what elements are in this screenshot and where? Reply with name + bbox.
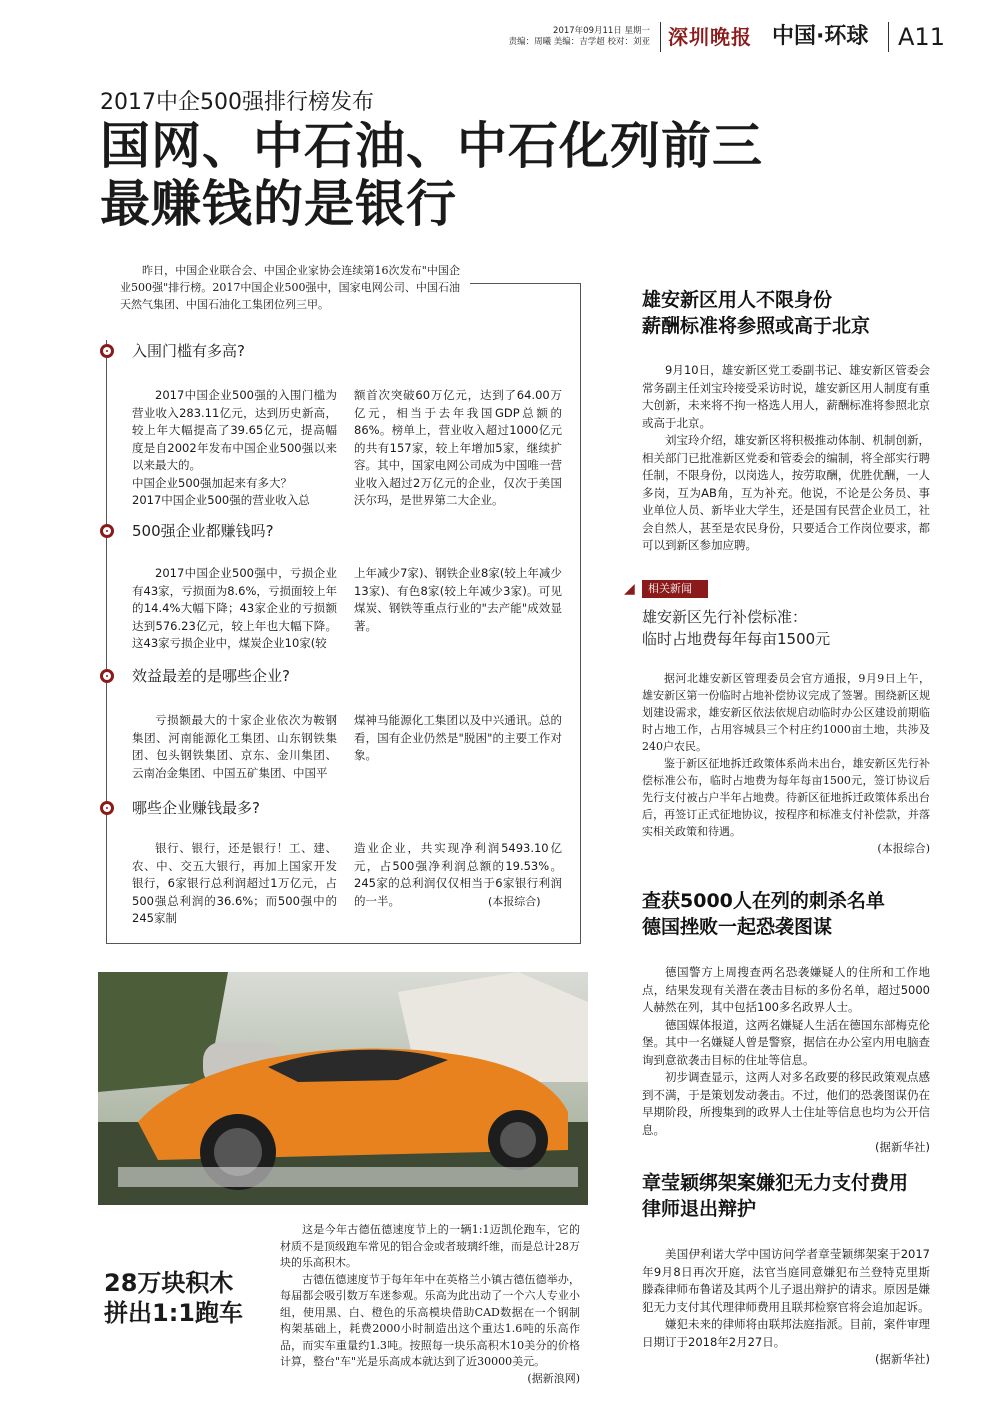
paragraph: 嫌犯未来的律师将由联邦法庭指派。目前，案件审理日期订于2018年2月27日。 (642, 1317, 930, 1349)
date-line: 2017年09月11日 星期一 (553, 26, 650, 36)
section-bullet-icon (100, 524, 114, 538)
paragraph: 初步调查显示，这两人对多名政要的移民政策观点感到不满，于是策划发动袭击。不过，他们的恐袭图谋仍在早期阶段，所搜集到的政界人士住址等信息也均为公开信息。 (642, 1070, 930, 1137)
germany-title-line-2: 德国挫败一起恐袭图谋 (642, 916, 833, 938)
section-col-2: 煤神马能源化工集团以及中兴通讯。总的看，国有企业仍然是"脱困"的主要工作对象。 (354, 713, 562, 762)
related-news-tag: 相关新闻 (642, 580, 708, 598)
lego-story-body (280, 1222, 580, 1387)
paragraph: 据河北雄安新区管理委员会官方通报，9月9日上午，雄安新区第一份临时占地补偿协议完成了签署。围绕新区规划建设需求，雄安新区依法依规启动临时办公区建设前期临时占地工作，占用容城县三个村庄约1000亩土地，共涉及240户农民。 (642, 672, 930, 753)
related-title-line-1: 雄安新区先行补偿标准： (642, 608, 808, 626)
related-body (642, 670, 930, 857)
paragraph: 鉴于新区征地拆迁政策体系尚未出台，雄安新区先行补偿标准公布，临时占地费为每年每亩1500元，签订协议后先行支付被占户半年占地费。待新区征地拆迁政策体系出台后，再签订正式征地协议，按程序和标准支付补偿款，并落实相关政策和待遇。 (642, 757, 930, 838)
section-heading: 入围门槛有多高? (132, 342, 245, 360)
source-note: (据新浪网) (527, 1371, 580, 1385)
zhang-title (642, 1170, 908, 1222)
source-note: (本报综合) (488, 895, 541, 908)
frame-left (106, 340, 107, 943)
source-note: (据新华社) (875, 1352, 930, 1366)
section-col-1: 2017中国企业500强中，亏损企业有43家，亏损面为8.6%，亏损面较上年的14.4%大幅下降；43家企业的亏损额达到576.23亿元，较上年也大幅下降。这43家亏损企业中，煤炭企业10家(较 (132, 566, 337, 650)
arrow-down-right-icon: ◢ (624, 581, 635, 597)
zhang-body (642, 1246, 930, 1369)
lego-car-illustration (98, 972, 588, 1205)
frame-top (470, 283, 580, 284)
source-note: (据新华社) (875, 1140, 930, 1154)
section-col-2: 上年减少7家)、钢铁企业8家(较上年减少13家)、有色8家(较上年减少3家)。可见煤炭、钢铁等重点行业的"去产能"成效显著。 (354, 566, 562, 633)
germany-title (642, 888, 885, 940)
masthead-divider (888, 22, 889, 52)
germany-body (642, 964, 930, 1157)
section-heading: 500强企业都赚钱吗? (132, 522, 274, 540)
lead-paragraph: 昨日，中国企业联合会、中国企业家协会连续第16次发布"中国企业500强"排行榜。2017中国企业500强中，国家电网公司、中国石油天然气集团、中国石油化工集团位列三甲。 (120, 264, 460, 311)
xiongan-title (642, 287, 870, 339)
page-number: A11 (898, 23, 945, 51)
lego-story-title (104, 1268, 243, 1328)
xiongan-body (642, 362, 930, 555)
section-col-2: 额首次突破60万亿元，达到了64.00万亿元，相当于去年我国GDP总额的86%。榜单上，营业收入超过1000亿元的共有157家，较上年增加5家，继续扩容。其中，国家电网公司成为中国唯一营业收入超过2万亿元的企业，仅次于美国沃尔玛，是世界第二大企业。 (354, 388, 562, 507)
section-bullet-icon (100, 669, 114, 683)
paragraph: 古德伍德速度节于每年年中在英格兰小镇古德伍德举办，每届都会吸引数万车迷参观。乐高为此出动了一个六人专业小组，使用黑、白、橙色的乐高模块借助CAD数据在一个钢制构架基础上，耗费2000小时制造出这个重达1.6吨的乐高作品，而实车重量约1.3吨。按照每一块乐高积木10美分的价格计算，整台"车"光是乐高成本就达到了近30000美元。 (280, 1272, 580, 1368)
masthead-date (500, 26, 650, 48)
headline-line-1: 国网、中石油、中石化列前三 (100, 117, 763, 175)
section-bullet-icon (100, 344, 114, 358)
zhang-title-line-1: 章莹颖绑架案嫌犯无力支付费用 (642, 1172, 909, 1194)
related-title-line-2: 临时占地费每年每亩1500元 (642, 630, 831, 648)
paragraph: 德国媒体报道，这两名嫌疑人生活在德国东部梅克伦堡。其中一名嫌疑人曾是警察，据信在办公室内用电脑查询到意欲袭击目标的住址等信息。 (642, 1017, 930, 1067)
headline-line-2: 最赚钱的是银行 (100, 175, 457, 233)
paragraph: 这是今年古德伍德速度节上的一辆1:1迈凯伦跑车，它的材质不是顶级跑车常见的铝合金或者玻璃纤维，而是总计28万块的乐高积木。 (280, 1223, 580, 1269)
zhang-title-line-2: 律师退出辩护 (642, 1198, 757, 1220)
section-heading: 效益最差的是哪些企业? (132, 667, 290, 685)
frame-right (580, 283, 581, 943)
xiongan-title-line-2: 薪酬标准将参照或高于北京 (642, 315, 871, 337)
paragraph: 德国警方上周搜查两名恐袭嫌疑人的住所和工作地点，结果发现有关潜在袭击目标的多份名单，超过5000人赫然在列，其中包括100多名政界人士。 (642, 965, 930, 1014)
section-col-2: 造业企业，共实现净利润5493.10亿元，占500强净利润总额的19.53%。245家的总利润仅仅相当于6家银行利润的一半。 (354, 841, 562, 908)
editor-line: 责编：周曦 美编：吉学超 校对：刘亚 (508, 37, 650, 47)
section-name: 中国·环球 (772, 24, 869, 49)
frame-bottom (106, 943, 581, 944)
masthead-divider (660, 22, 661, 52)
germany-title-line-1: 查获5000人在列的刺杀名单 (642, 890, 885, 912)
section-heading: 哪些企业赚钱最多? (132, 799, 260, 817)
lego-car-photo (98, 972, 588, 1205)
section-col-1: 2017中国企业500强的入围门槛为营业收入283.11亿元，达到历史新高，较上年大幅提高了39.65亿元，提高幅度是自2002年发布中国企业500强以来以来最大的。 中国企业500强加起来有多大？ 2017中国企业500强的营业收入总 (132, 388, 337, 507)
related-title (642, 606, 830, 650)
section-col-1: 亏损额最大的十家企业依次为鞍钢集团、河南能源化工集团、山东钢铁集团、包头钢铁集团、京东、金川集团、云南冶金集团、中国五矿集团、中国平 (132, 713, 337, 780)
lego-title-line-2: 拼出1:1跑车 (104, 1299, 243, 1327)
paragraph: 美国伊利诺大学中国访问学者章莹颖绑架案于2017年9月8日再次开庭，法官当庭同意嫌犯布兰登特克里斯滕森律师布鲁诺及其两个儿子退出辩护的请求。原因是嫌犯无力支付其代理律师费用且联邦检察官将会追加起诉。 (642, 1247, 930, 1314)
xiongan-title-line-1: 雄安新区用人不限身份 (642, 289, 833, 311)
paragraph: 9月10日，雄安新区党工委副书记、雄安新区管委会常务副主任刘宝玲接受采访时说，雄安新区用人制度有重大创新，未来将不拘一格选人用人，薪酬标准将参照北京或高于北京。 (642, 363, 930, 430)
paragraph: 刘宝玲介绍，雄安新区将积极推动体制、机制创新，相关部门已批准新区党委和管委会的编制，将全部实行聘任制，不限身份，以岗选人，按劳取酬，优胜优酬，一人多岗，互为AB角，互为补充。他说，不论是公务员、事业单位人员、新毕业大学生，还是国有民营企业员工，社会自然人，甚至是农民身份，只要适合工作岗位要求，都可以到新区参加应聘。 (642, 433, 930, 552)
headline (100, 117, 763, 233)
source-note: (本报综合) (877, 842, 930, 855)
newspaper-logo: 深圳晚报 (668, 25, 752, 49)
section-bullet-icon (100, 801, 114, 815)
section-col-1: 银行、银行，还是银行！工、建、农、中、交五大银行，再加上国家开发银行，6家银行总利润超过1万亿元，占500强总利润的36.6%；而500强中的245家制 (132, 841, 337, 925)
kicker: 2017中企500强排行榜发布 (100, 90, 374, 115)
lego-title-line-1: 28万块积木 (104, 1269, 234, 1297)
